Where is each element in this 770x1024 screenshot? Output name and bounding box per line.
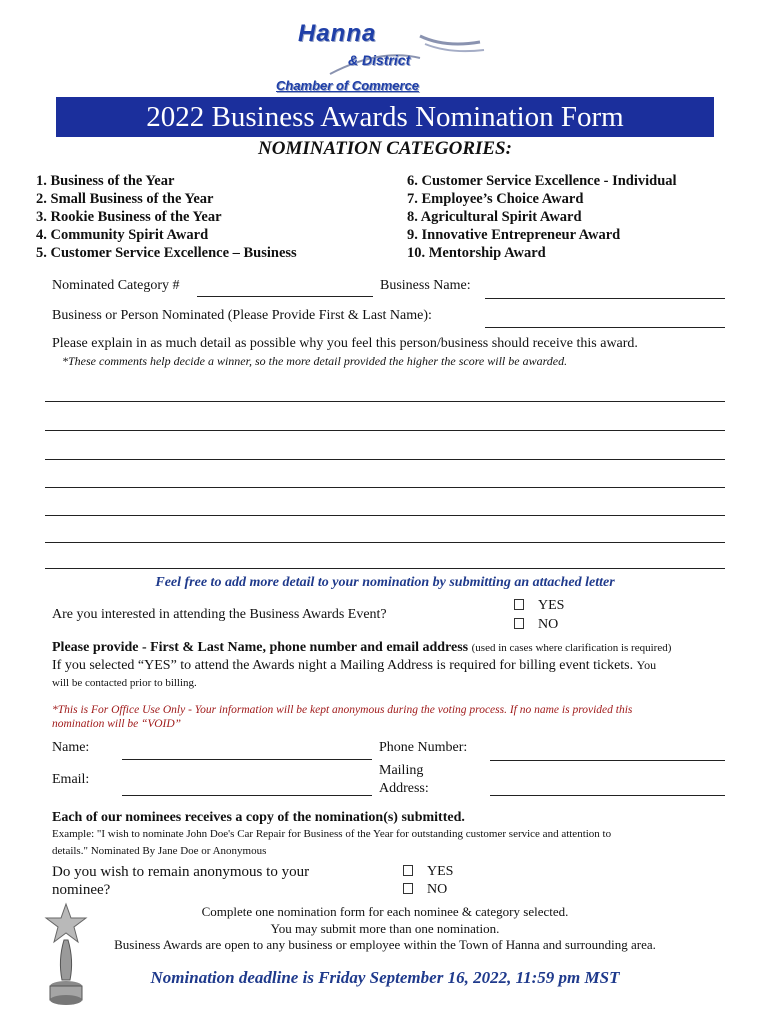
category-item: 6. Customer Service Excellence - Individual (407, 173, 677, 189)
provide-text: Please provide - First & Last Name, phone number and email address (52, 640, 469, 655)
provide-note: (used in cases where clarification is required) (471, 642, 672, 654)
footer-line-3: Business Awards are open to any business or employee within the Town of Hanna and surrounding area. (114, 937, 656, 952)
category-item: 10. Mentorship Award (407, 245, 546, 261)
mailing-address-field[interactable] (490, 795, 725, 796)
logo-line-2: & District (348, 52, 411, 68)
business-name-label: Business Name: (380, 278, 471, 293)
logo-line-1: Hanna (298, 20, 377, 47)
category-item: 1. Business of the Year (36, 173, 175, 189)
category-item: 5. Customer Service Excellence – Business (36, 245, 297, 261)
checkbox-icon (514, 599, 524, 610)
no-label: NO (427, 882, 448, 897)
mailing-required-tail: You (636, 658, 657, 672)
category-item: 9. Innovative Entrepreneur Award (407, 227, 621, 243)
attending-question: Are you interested in attending the Business Awards Event? (52, 607, 387, 622)
form-title: 2022 Business Awards Nomination Form (56, 97, 714, 137)
email-field[interactable] (122, 795, 372, 796)
category-item: 2. Small Business of the Year (36, 191, 214, 207)
logo-line-3: Chamber of Commerce (276, 78, 420, 93)
footer-line-2: You may submit more than one nomination. (270, 921, 500, 936)
checkbox-icon (403, 865, 413, 876)
comment-line[interactable] (45, 487, 725, 488)
category-item: 4. Community Spirit Award (36, 227, 209, 243)
comment-line[interactable] (45, 515, 725, 516)
example-note: Example: "I wish to nominate John Doe's Car Repair for Business of the Year for outstanding customer service and attention to (52, 828, 612, 840)
mailing-label-2: Address: (379, 781, 429, 796)
comment-line[interactable] (45, 401, 725, 402)
explain-note: *These comments help decide a winner, so the more detail provided the higher the score will be awarded. (62, 354, 568, 368)
categories-title: NOMINATION CATEGORIES: (258, 138, 512, 159)
attending-yes-checkbox[interactable] (514, 598, 564, 614)
more-detail-note: Feel free to add more detail to your nomination by submitting an attached letter (155, 575, 615, 590)
comment-line[interactable] (45, 542, 725, 543)
office-use-note-2: nomination will be “VOID” (52, 718, 182, 730)
nominated-category-label: Nominated Category # (52, 278, 180, 293)
comment-line[interactable] (45, 459, 725, 460)
mailing-required-note (52, 658, 656, 674)
chamber-logo (270, 18, 500, 96)
comment-line[interactable] (45, 568, 725, 569)
nominated-category-field[interactable] (197, 296, 373, 297)
phone-label: Phone Number: (379, 740, 468, 755)
name-field[interactable] (122, 759, 372, 760)
phone-field[interactable] (490, 760, 725, 761)
anonymous-question: Do you wish to remain anonymous to your (52, 864, 310, 880)
footer-line-1: Complete one nomination form for each nominee & category selected. (201, 904, 569, 919)
anonymous-question-2: nominee? (52, 882, 111, 898)
anonymous-yes-checkbox[interactable] (403, 864, 453, 880)
checkbox-icon (403, 883, 413, 894)
category-item: 3. Rookie Business of the Year (36, 209, 222, 225)
no-label: NO (538, 617, 559, 632)
attending-no-checkbox[interactable] (514, 617, 558, 633)
trophy-icon (36, 900, 96, 1010)
explain-label: Please explain in as much detail as possible why you feel this person/business should receive this award. (52, 336, 638, 351)
yes-label: YES (427, 864, 454, 879)
email-label: Email: (52, 772, 90, 787)
copy-note: Each of our nominees receives a copy of the nomination(s) submitted. (52, 810, 465, 825)
billing-note: will be contacted prior to billing. (52, 677, 197, 689)
person-nominated-field[interactable] (485, 327, 725, 328)
office-use-note: *This is For Office Use Only - Your information will be kept anonymous during the voting process. If no name is provided this (52, 704, 633, 716)
mailing-label: Mailing (379, 763, 424, 778)
category-item: 7. Employee’s Choice Award (407, 191, 584, 207)
person-nominated-label: Business or Person Nominated (Please Provide First & Last Name): (52, 308, 432, 323)
example-note-2: details." Nominated By Jane Doe or Anonymous (52, 845, 267, 857)
anonymous-no-checkbox[interactable] (403, 882, 447, 898)
comment-line[interactable] (45, 430, 725, 431)
checkbox-icon (514, 618, 524, 629)
business-name-field[interactable] (485, 298, 725, 299)
provide-info-heading (52, 640, 671, 656)
category-item: 8. Agricultural Spirit Award (407, 209, 582, 225)
deadline-note: Nomination deadline is Friday September 16, 2022, 11:59 pm MST (150, 968, 620, 987)
mailing-required-text: If you selected “YES” to attend the Awards night a Mailing Address is required for billing event tickets. (52, 658, 634, 673)
yes-label: YES (538, 598, 565, 613)
name-label: Name: (52, 740, 90, 755)
